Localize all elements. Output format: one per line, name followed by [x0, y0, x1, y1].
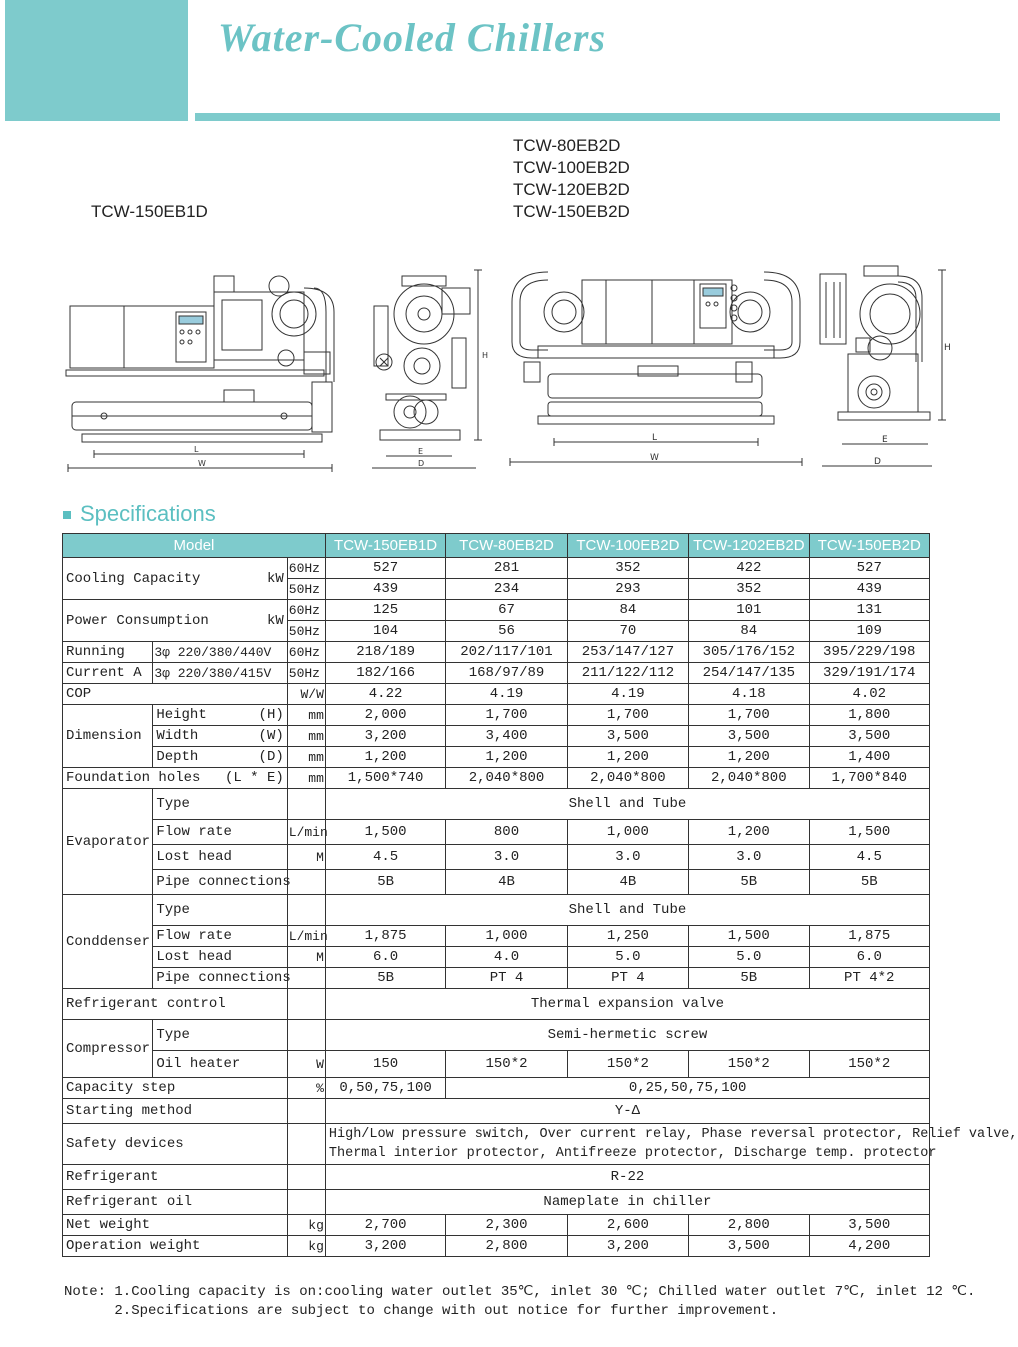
cell: 1,700 — [689, 705, 809, 726]
sub-label: Flow rate — [153, 926, 287, 947]
sub-label: Oil heater — [153, 1051, 287, 1078]
header-rule — [195, 113, 1000, 121]
cell: 3,500 — [689, 1236, 809, 1257]
dim-label-e1: E — [418, 447, 424, 456]
row-label-refrigerant: Refrigerant — [63, 1165, 288, 1190]
cell: 1,000 — [446, 926, 567, 947]
sub-label: Pipe connections — [153, 870, 287, 895]
cell: 125 — [325, 600, 445, 621]
note-line-1: Note: 1.Cooling capacity is on:cooling water outlet 35℃, inlet 30 ℃; Chilled water outlet 7℃, inlet 12 ℃. — [64, 1284, 976, 1300]
safety-line-1: High/Low pressure switch, Over current relay, Phase reversal protector, Relief valve, — [328, 1127, 1018, 1142]
cell: 1,500 — [689, 926, 809, 947]
dim-label-e2: E — [882, 435, 888, 445]
cell: PT 4 — [567, 968, 688, 989]
cell: 211/122/112 — [567, 663, 688, 684]
cell: 1,200 — [446, 747, 567, 768]
table-row — [63, 558, 930, 579]
cell: 2,800 — [689, 1215, 809, 1236]
cell: 439 — [809, 579, 929, 600]
table-row — [63, 726, 930, 747]
unit: % — [287, 1078, 325, 1099]
row-label-capacity-step: Capacity step — [63, 1078, 288, 1099]
cell: PT 4 — [446, 968, 567, 989]
cell: 5B — [809, 870, 929, 895]
cell: 3,500 — [567, 726, 688, 747]
table-row — [63, 705, 930, 726]
sub-label: Lost head — [153, 947, 287, 968]
cell: 3,500 — [809, 726, 929, 747]
row-label-running-2: Current A — [63, 663, 153, 684]
cell: 150 — [325, 1051, 445, 1078]
cell: 131 — [809, 600, 929, 621]
table-row — [63, 663, 930, 684]
hz-label: 50Hz — [287, 663, 325, 684]
cell: 3,500 — [809, 1215, 929, 1236]
cell: 422 — [689, 558, 809, 579]
table-row — [63, 1078, 930, 1099]
cell: 4,200 — [809, 1236, 929, 1257]
cell: 1,400 — [809, 747, 929, 768]
cell: 1,500*740 — [325, 768, 445, 789]
cell: 800 — [446, 820, 567, 845]
cell: 293 — [567, 579, 688, 600]
cell: 4B — [567, 870, 688, 895]
sub-label: Flow rate — [153, 820, 287, 845]
cell: 254/147/135 — [689, 663, 809, 684]
table-header-row — [63, 534, 930, 558]
cell: 352 — [689, 579, 809, 600]
cell: 1,700 — [446, 705, 567, 726]
safety-line-2: Thermal interior protector, Antifreeze protector, Discharge temp. protector — [328, 1146, 937, 1161]
cell: 2,700 — [325, 1215, 445, 1236]
cell: 329/191/174 — [809, 663, 929, 684]
cell: 84 — [689, 621, 809, 642]
header-model-3: TCW-100EB2D — [567, 534, 688, 558]
sub-label: Type — [153, 789, 287, 820]
cell: 182/166 — [325, 663, 445, 684]
cell: 1,250 — [567, 926, 688, 947]
unit: kg — [287, 1215, 325, 1236]
hz-label: 50Hz — [287, 579, 325, 600]
row-label-cooling: Cooling Capacity kW — [63, 558, 288, 600]
voltage-50: 3φ 220/380/415V — [153, 663, 287, 684]
model-label-left: TCW-150EB1D — [91, 202, 208, 221]
cell: 1,700*840 — [809, 768, 929, 789]
dim-label-d2: D — [874, 457, 881, 467]
cell: 2,000 — [325, 705, 445, 726]
model-label-right-2: TCW-100EB2D — [513, 158, 630, 177]
cell: 4.18 — [689, 684, 809, 705]
unit: W — [287, 1051, 325, 1078]
sub-label: Type — [153, 895, 287, 926]
table-row — [63, 642, 930, 663]
table-row — [63, 1215, 930, 1236]
merged-cell: Shell and Tube — [325, 789, 929, 820]
cell: 70 — [567, 621, 688, 642]
cell: 168/97/89 — [446, 663, 567, 684]
cell: 1,200 — [689, 747, 809, 768]
cell: 150*2 — [689, 1051, 809, 1078]
cell: 218/189 — [325, 642, 445, 663]
drawing-side-view-eb2d — [818, 262, 954, 474]
cell: 3,200 — [567, 1236, 688, 1257]
cell: 109 — [809, 621, 929, 642]
row-label-running-1: Running — [63, 642, 153, 663]
dim-label-h2: H — [944, 343, 951, 353]
page-title: Water-Cooled Chillers — [218, 15, 607, 60]
merged-cell: Thermal expansion valve — [325, 989, 929, 1020]
merged-cell: Nameplate in chiller — [325, 1190, 929, 1215]
cell: 0,50,75,100 — [325, 1078, 445, 1099]
row-label-foundation: Foundation holes (L * E) — [63, 768, 288, 789]
table-row — [63, 600, 930, 621]
table-row — [63, 845, 930, 870]
cell: 281 — [446, 558, 567, 579]
cell: 527 — [809, 558, 929, 579]
cell: 150*2 — [567, 1051, 688, 1078]
cell: 4.0 — [446, 947, 567, 968]
cell: 234 — [446, 579, 567, 600]
row-label-evaporator: Evaporator — [63, 789, 153, 895]
sub-label: Pipe connections — [153, 968, 287, 989]
cell: 1,800 — [809, 705, 929, 726]
cell: 2,300 — [446, 1215, 567, 1236]
cell: 4.5 — [809, 845, 929, 870]
cell: 101 — [689, 600, 809, 621]
cell: 2,800 — [446, 1236, 567, 1257]
unit: mm — [287, 768, 325, 789]
unit: M — [287, 845, 325, 870]
table-row — [63, 1124, 930, 1165]
specifications-table — [62, 533, 1018, 1257]
table-row — [63, 747, 930, 768]
note-line-2: 2.Specifications are subject to change with out notice for further improvement. — [64, 1303, 779, 1319]
dim-label-d1: D — [418, 459, 425, 468]
hz-label: 60Hz — [287, 558, 325, 579]
table-row — [63, 1051, 930, 1078]
cell: 67 — [446, 600, 567, 621]
cell: 395/229/198 — [809, 642, 929, 663]
cell: 4.19 — [446, 684, 567, 705]
table-row — [63, 1190, 930, 1215]
table-row — [63, 1165, 930, 1190]
merged-cell: Shell and Tube — [325, 895, 929, 926]
row-label-cop: COP — [63, 684, 288, 705]
model-label-right-1: TCW-80EB2D — [513, 136, 621, 155]
header-model: Model — [63, 534, 326, 558]
table-row — [63, 926, 930, 947]
merged-cell: R-22 — [325, 1165, 929, 1190]
model-label-right-4: TCW-150EB2D — [513, 202, 630, 221]
header-model-2: TCW-80EB2D — [446, 534, 567, 558]
table-row — [63, 789, 930, 820]
dim-label-l2: L — [652, 433, 658, 443]
row-label-starting: Starting method — [63, 1099, 288, 1124]
unit: L/min — [287, 820, 325, 845]
cell: 150*2 — [809, 1051, 929, 1078]
cell: 1,700 — [567, 705, 688, 726]
unit: mm — [287, 726, 325, 747]
cell: 104 — [325, 621, 445, 642]
cell: 1,500 — [809, 820, 929, 845]
cell: 84 — [567, 600, 688, 621]
cell: 1,875 — [809, 926, 929, 947]
cell: 4.22 — [325, 684, 445, 705]
cell: 3,400 — [446, 726, 567, 747]
cell: 3.0 — [567, 845, 688, 870]
cell: 2,600 — [567, 1215, 688, 1236]
cell: 527 — [325, 558, 445, 579]
sub-label: Lost head — [153, 845, 287, 870]
row-label-refrigerant-control: Refrigerant control — [63, 989, 288, 1020]
merged-cell: Semi-hermetic screw — [325, 1020, 929, 1051]
hz-label: 60Hz — [287, 600, 325, 621]
cell: PT 4*2 — [809, 968, 929, 989]
dim-label-h1: H — [482, 351, 489, 360]
cell: 3.0 — [446, 845, 567, 870]
section-heading — [63, 501, 216, 527]
cell: 439 — [325, 579, 445, 600]
cell: 4B — [446, 870, 567, 895]
row-label-power: Power Consumption kW — [63, 600, 288, 642]
header-model-4: TCW-1202EB2D — [689, 534, 809, 558]
row-label-condenser: Conddenser — [63, 895, 153, 989]
cell: 1,500 — [325, 820, 445, 845]
cell: 4.02 — [809, 684, 929, 705]
cell: 150*2 — [446, 1051, 567, 1078]
cell: 352 — [567, 558, 688, 579]
table-row — [63, 1236, 930, 1257]
cell: 1,200 — [567, 747, 688, 768]
row-label-dimension: Dimension — [63, 705, 153, 768]
dim-depth-label: Depth (D) — [153, 747, 287, 768]
cell: 5B — [689, 870, 809, 895]
cell: 5.0 — [689, 947, 809, 968]
voltage-60: 3φ 220/380/440V — [153, 642, 287, 663]
cell: 6.0 — [809, 947, 929, 968]
cell: 2,040*800 — [567, 768, 688, 789]
model-label-right-3: TCW-120EB2D — [513, 180, 630, 199]
table-row — [63, 1099, 930, 1124]
header-model-5: TCW-150EB2D — [809, 534, 929, 558]
hz-label: 50Hz — [287, 621, 325, 642]
table-row — [63, 895, 930, 926]
safety-devices-cell — [325, 1124, 1018, 1165]
table-row — [63, 684, 930, 705]
cell: 1,200 — [689, 820, 809, 845]
dim-label-w1: W — [198, 459, 206, 468]
cell: 4.5 — [325, 845, 445, 870]
cell: 6.0 — [325, 947, 445, 968]
hz-label: 60Hz — [287, 642, 325, 663]
header-model-1: TCW-150EB1D — [325, 534, 445, 558]
drawing-side-view-eb1d — [366, 262, 494, 474]
cell: 2,040*800 — [689, 768, 809, 789]
table-row — [63, 870, 930, 895]
row-label-refrigerant-oil: Refrigerant oil — [63, 1190, 288, 1215]
cell: 1,200 — [325, 747, 445, 768]
table-row — [63, 989, 930, 1020]
table-row — [63, 968, 930, 989]
cell: 56 — [446, 621, 567, 642]
row-label-net-weight: Net weight — [63, 1215, 288, 1236]
sub-label: Type — [153, 1020, 287, 1051]
dim-width-label: Width (W) — [153, 726, 287, 747]
row-label-operation-weight: Operation weight — [63, 1236, 288, 1257]
cell: 3,500 — [689, 726, 809, 747]
unit: mm — [287, 747, 325, 768]
drawing-front-view-eb2d — [508, 262, 804, 474]
section-heading-text: Specifications — [80, 501, 216, 526]
cell: 5B — [689, 968, 809, 989]
cell: 3,200 — [325, 1236, 445, 1257]
merged-cell: 0,25,50,75,100 — [446, 1078, 930, 1099]
cell: 253/147/127 — [567, 642, 688, 663]
cell: 3,200 — [325, 726, 445, 747]
cell: 5.0 — [567, 947, 688, 968]
row-label-safety: Safety devices — [63, 1124, 288, 1165]
unit: mm — [287, 705, 325, 726]
cell: 1,875 — [325, 926, 445, 947]
table-row — [63, 768, 930, 789]
cell: 2,040*800 — [446, 768, 567, 789]
header-color-block — [5, 0, 188, 121]
unit: kg — [287, 1236, 325, 1257]
cell: 3.0 — [689, 845, 809, 870]
cell: 1,000 — [567, 820, 688, 845]
cell: 5B — [325, 870, 445, 895]
table-row — [63, 1020, 930, 1051]
row-label-compressor: Compressor — [63, 1020, 153, 1078]
dim-label-l1: L — [194, 445, 199, 454]
merged-cell: Y-Δ — [325, 1099, 929, 1124]
table-row — [63, 820, 930, 845]
notes — [64, 1283, 975, 1321]
table-row — [63, 947, 930, 968]
dim-label-w2: W — [650, 453, 659, 463]
unit: W/W — [287, 684, 325, 705]
cell: 305/176/152 — [689, 642, 809, 663]
unit: L/min — [287, 926, 325, 947]
unit: M — [287, 947, 325, 968]
dim-height-label: Height (H) — [153, 705, 287, 726]
cell: 4.19 — [567, 684, 688, 705]
cell: 202/117/101 — [446, 642, 567, 663]
drawing-front-view-eb1d — [64, 262, 340, 474]
cell: 5B — [325, 968, 445, 989]
